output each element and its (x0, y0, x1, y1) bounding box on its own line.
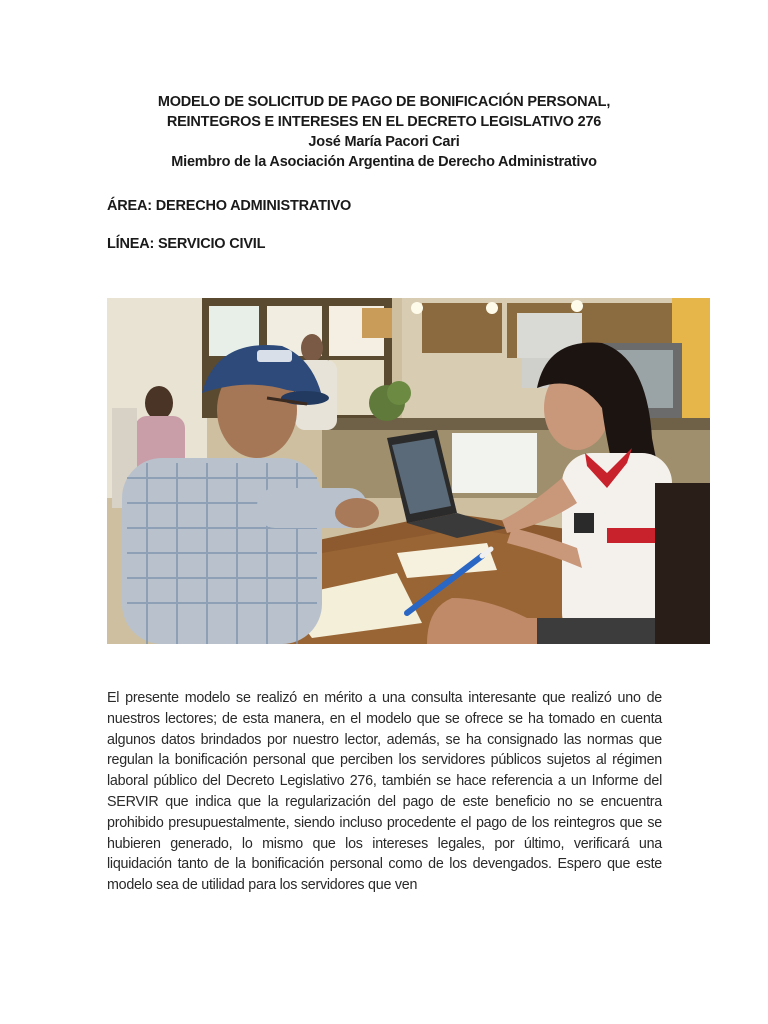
area-label: ÁREA: DERECHO ADMINISTRATIVO (107, 198, 352, 214)
intro-paragraph: El presente modelo se realizó en mérito a una consulta interesante que realizó uno de nuestros lectores; de esta manera, en el modelo que se ofrece se ha tomado en cuenta algunos datos brindados por nuestro lector, además, se ha consignado las normas que regulan la bonificación personal que perciben los servidores públicos sujetos al régimen laboral público del Decreto Legislativo 276, también se hace referencia a un Informe del SERVIR que indica que la regularización del pago de este beneficio no se encuentra prohibido presupuestalmente, siendo incluso procedente el pago de los reintegros que se hubieren generado, lo mismo que los intereses legales, por último, verificará una liquidación tanto de la bonificación personal como de los devengados. Espero que este modelo sea de utilidad para los servidores que ven (107, 690, 662, 894)
linea-label: LÍNEA: SERVICIO CIVIL (107, 236, 266, 252)
author-name: José María Pacori Cari (308, 134, 460, 150)
document-title-line-2: REINTEGROS E INTERESES EN EL DECRETO LEGISLATIVO 276 (166, 114, 602, 130)
office-photo (107, 298, 710, 644)
author-affiliation: Miembro de la Asociación Argentina de Derecho Administrativo (171, 154, 597, 170)
document-header (100, 92, 668, 172)
document-title-line-1: MODELO DE SOLICITUD DE PAGO DE BONIFICACIÓN PERSONAL, (157, 94, 611, 110)
